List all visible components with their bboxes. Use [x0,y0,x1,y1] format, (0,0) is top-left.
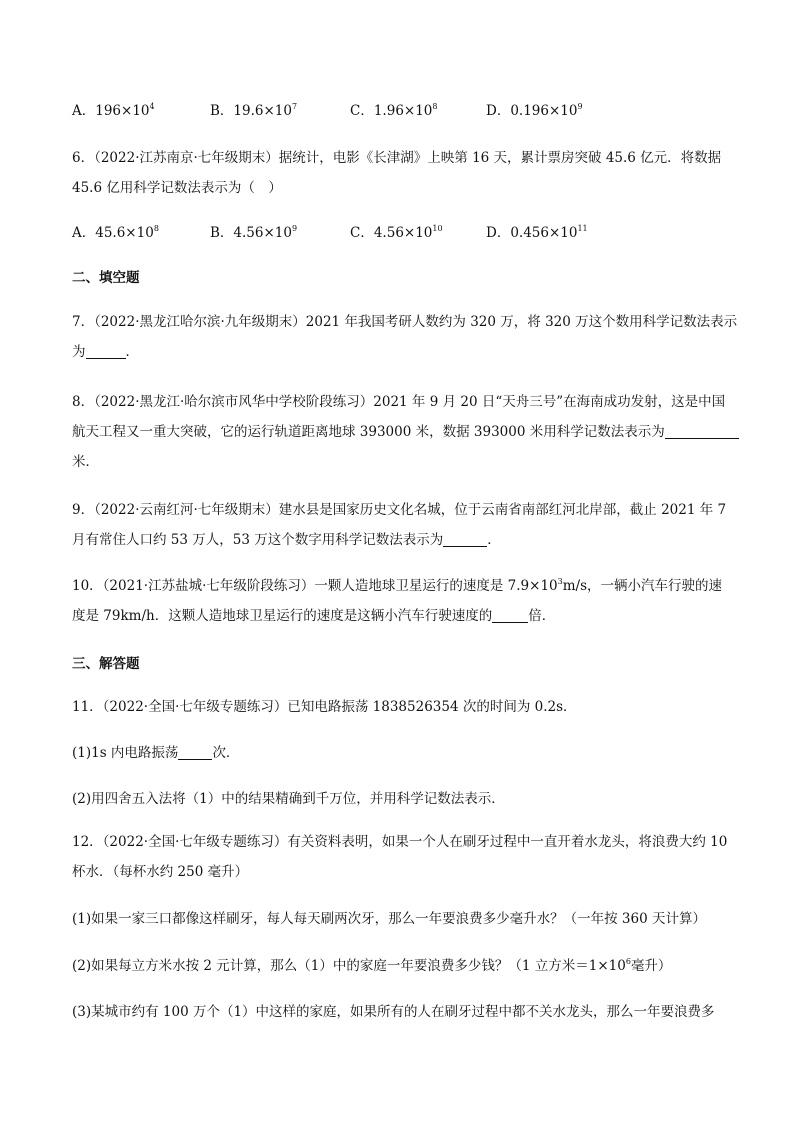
q11-sub1: (1)1s 内电路振荡 次． [72,745,240,761]
q11-sub2: (2)用四舍五入法将（1）中的结果精确到千万位，并用科学记数法表示． [72,791,505,807]
q7-text-line1: 7．（2022·黑龙江哈尔滨·九年级期末）2021 年我国考研人数约为 320 万，将 320 万这个数用科学记数法表示 [72,314,738,330]
q11-text-line1: 11．（2022·全国·七年级专题练习）已知电路振荡 1838526354 次的时间为 0.2s． [72,699,577,715]
q9-text-line2: 月有常住人口约 53 万人，53 万这个数字用科学记数法表示为 ． [72,532,501,548]
q6-option-c: C．$4.56\times 10^{10}$ [350,224,443,241]
q8-text-line1: 8．（2022·黑龙江·哈尔滨市风华中学校阶段练习）2021 年 9 月 20 日“天舟三号”在海南成功发射，这是中国 [72,394,726,410]
q6-option-a: A．$45.6\times 10^8$ [72,224,159,241]
q10-text-line1: 10．（2021·江苏盐城·七年级阶段练习）一颗人造地球卫星运行的速度是 $7.9\times 10^3m/s$，一辆小汽车行驶的速 [72,577,722,594]
q12-text-line1: 12．（2022·全国·七年级专题练习）有关资料表明，如果一个人在刷牙过程中一直开着水龙头，将浪费大约 10 [72,834,728,850]
q12-sub1: (1)如果一家三口都像这样刷牙，每人每天刷两次牙，那么一年要浪费多少毫升水？（一年按 360 天计算） [72,911,706,927]
q5-option-a: A．$196\times 10^4$ [72,102,155,119]
q12-sub3: (3)某城市约有 100 万个（1）中这样的家庭，如果所有的人在刷牙过程中都不关水龙头，那么一年要浪费多 [72,1004,715,1020]
q7-answer-blank [86,344,126,359]
q6-text-line1: 6．（2022·江苏南京·七年级期末）据统计，电影《长津湖》上映第 16 天，累计票房突破 45.6 亿元．将数据 [72,150,722,166]
q6-option-d: D．$0.456\times 10^{11}$ [486,224,588,241]
q6-option-b: B．$4.56\times 10^9$ [210,224,298,241]
q8-text-line3: 米． [72,454,99,470]
q6-options [72,223,732,243]
q11-answer-blank [178,745,212,760]
q9-text-line1: 9．（2022·云南红河·七年级期末）建水县是国家历史文化名城，位于云南省南部红河北岸部，截止 2021 年 7 [72,502,727,518]
q5-option-c: C．$1.96\times 10^8$ [350,102,438,119]
q9-answer-blank [443,532,487,547]
q8-text-line2: 航天工程又一重大突破，它的运行轨道距离地球 393000 米，数据 393000 米用科学记数法表示为 [72,422,739,442]
q5-option-b: B．$19.6\times 10^7$ [210,102,298,119]
q10-text-line2: 度是 79km/h．这颗人造地球卫星运行的速度是这辆小汽车行驶速度的 倍． [72,608,556,624]
q6-text-line2: 45.6 亿用科学记数法表示为（ ） [72,180,282,196]
q7-text-line2: 为 ． [72,344,139,360]
q5-option-d: D．$0.196\times 10^9$ [486,102,583,119]
section-heading-fill-in: 二、填空题 [72,270,140,286]
q8-answer-blank [665,424,739,439]
section-heading-solutions: 三、解答题 [72,656,140,672]
q12-sub2: (2)如果每立方米水按 2 元计算，那么（1）中的家庭一年要浪费多少钱？（1 立方米$=1\times 10^6$毫升） [72,957,672,974]
q10-answer-blank [492,608,528,623]
q5-options [72,101,732,121]
q12-text-line2: 杯水．（每杯水约 250 毫升） [72,864,249,880]
